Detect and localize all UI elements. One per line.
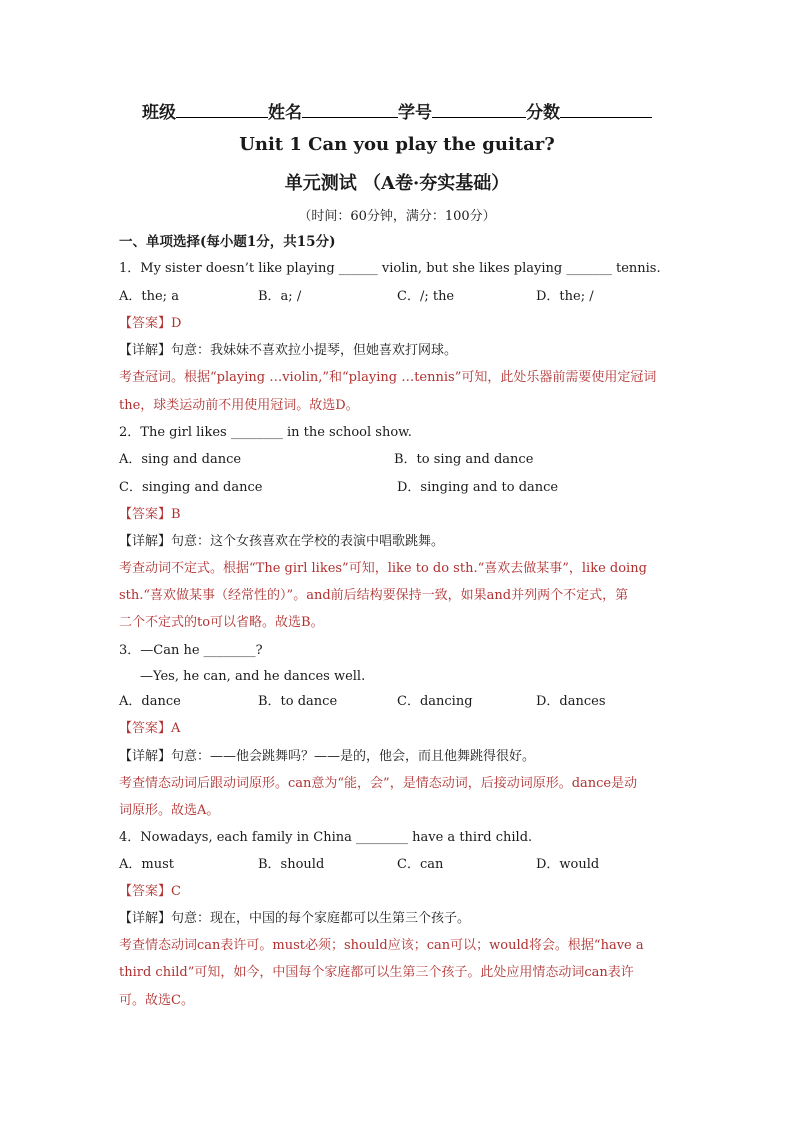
detail-line: 考查情态动词后跟动词原形。can意为“能，会”，是情态动词，后接动词原形。dance是动	[119, 776, 638, 791]
detail-line: 考查动词不定式。根据“The girl likes”可知，like to do sth.“喜欢去做某事”，like doing	[119, 561, 647, 576]
section-heading: 一、单项选择(每小题1分，共15分)	[119, 234, 336, 250]
detail-line: 考查冠词。根据“playing …violin,”和“playing …tennis”可知，此处乐器前需要使用定冠词	[119, 370, 657, 385]
detail-line: 词原形。故选A。	[119, 803, 220, 818]
unit-title: Unit 1 Can you play the guitar?	[239, 134, 555, 155]
option-b: B．should	[258, 857, 325, 872]
detail-line: third child”可知，如今，中国每个家庭都可以生第三个孩子。此处应用情态动词can表许	[119, 965, 634, 980]
option-a: A．the; a	[119, 289, 179, 304]
class-label: 班级	[142, 103, 176, 123]
option-b: B．a; /	[258, 289, 302, 304]
option-d: D．singing and to dance	[397, 480, 559, 495]
name-label: 姓名	[268, 103, 302, 123]
id-blank	[432, 99, 526, 118]
detail-head: 【详解】句意：这个女孩喜欢在学校的表演中唱歌跳舞。	[119, 534, 445, 549]
detail-line: 二个不定式的to可以省略。故选B。	[119, 615, 324, 630]
score-blank	[560, 99, 652, 118]
answer: 【答案】D	[119, 316, 182, 331]
test-title: 单元测试 （A卷·夯实基础）	[284, 173, 510, 194]
detail-line: sth.“喜欢做某事（经常性的）”。and前后结构要保持一致，如果and并列两个不定式，第	[119, 588, 629, 603]
id-label: 学号	[398, 103, 432, 123]
option-a: A．must	[119, 857, 174, 872]
question-stem: 4．Nowadays, each family in China ________ have a third child.	[119, 830, 533, 845]
question-stem-reply: —Yes, he can, and he dances well.	[140, 669, 366, 684]
detail-head: 【详解】句意：我妹妹不喜欢拉小提琴，但她喜欢打网球。	[119, 343, 458, 358]
question-stem: 3．—Can he ________?	[119, 643, 263, 658]
option-b: B．to dance	[258, 694, 338, 709]
option-c: C．can	[397, 857, 444, 872]
class-blank	[176, 99, 268, 118]
answer: 【答案】C	[119, 884, 181, 899]
detail-head: 【详解】句意：——他会跳舞吗？——是的，他会，而且他舞跳得很好。	[119, 749, 536, 764]
option-c: C．singing and dance	[119, 480, 263, 495]
option-c: C．/; the	[397, 289, 455, 304]
student-info-row	[0, 98, 794, 123]
option-d: D．dances	[536, 694, 606, 709]
option-a: A．sing and dance	[119, 452, 242, 467]
detail-line: the，球类运动前不用使用冠词。故选D。	[119, 398, 359, 413]
option-d: D．would	[536, 857, 600, 872]
option-c: C．dancing	[397, 694, 473, 709]
question-stem: 2．The girl likes ________ in the school show.	[119, 425, 412, 440]
detail-line: 可。故选C。	[119, 993, 194, 1008]
answer: 【答案】A	[119, 721, 181, 736]
option-d: D．the; /	[536, 289, 594, 304]
name-blank	[302, 99, 398, 118]
option-b: B．to sing and dance	[394, 452, 534, 467]
detail-line: 考查情态动词can表许可。must必须；should应该；can可以；would将会。根据“have a	[119, 938, 644, 953]
answer: 【答案】B	[119, 507, 181, 522]
option-a: A．dance	[119, 694, 181, 709]
test-info: （时间：60分钟，满分：100分）	[298, 209, 496, 224]
detail-head: 【详解】句意：现在，中国的每个家庭都可以生第三个孩子。	[119, 911, 471, 926]
question-stem: 1．My sister doesn’t like playing ______ violin, but she likes playing _______ tennis.	[119, 261, 661, 276]
score-label: 分数	[526, 103, 560, 123]
